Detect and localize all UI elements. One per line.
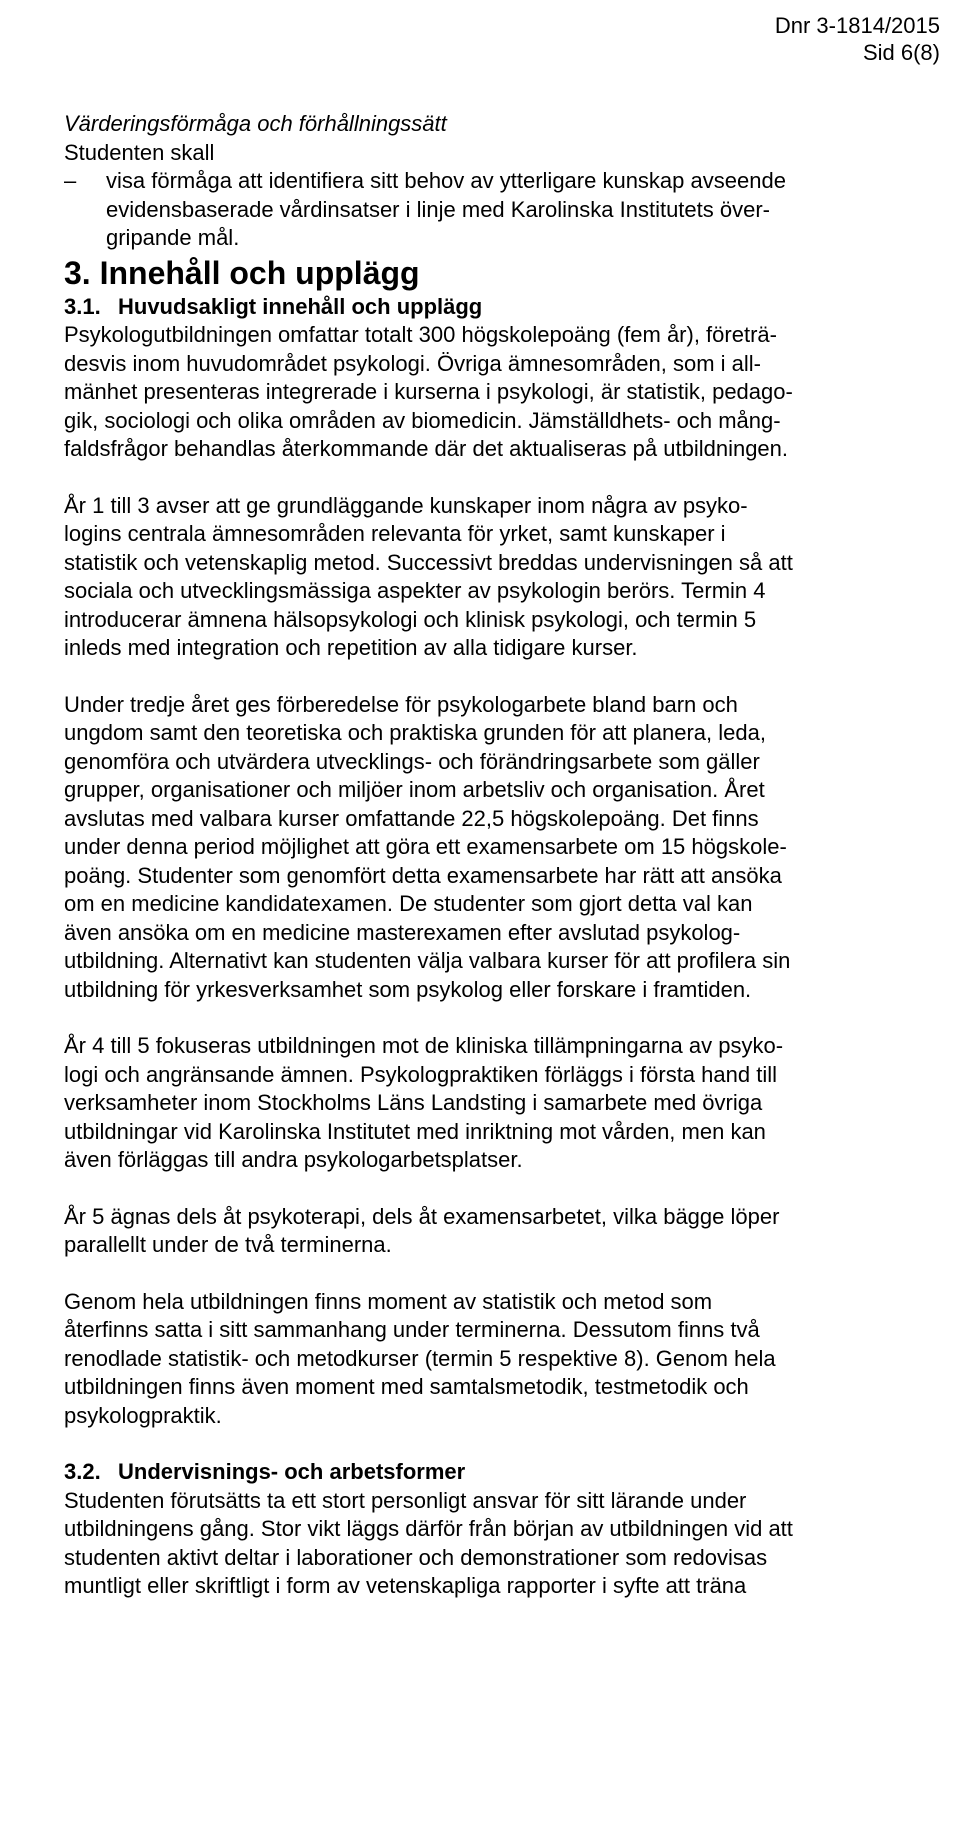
page-number: Sid 6(8) [862,40,940,65]
text-line: mänhet presenteras integrerade i kurserna i psykologi, är statistik, pedago- [64,379,793,404]
text-line: genomföra och utvärdera utvecklings- och förändringsarbete som gäller [64,748,760,774]
page-header [775,12,940,66]
text-line: om en medicine kandidatexamen. De studenter som gjort detta val kan [64,891,753,916]
paragraph-3 [64,691,944,1005]
text-line: under denna period möjlighet att göra ett examensarbete om 15 högskole- [64,834,787,859]
text-line: renodlade statistik- och metodkurser (termin 5 respektive 8). Genom hela [64,1345,776,1371]
text-line: utbildning. Alternativt kan studenten välja valbara kurser för att profilera sin [64,948,791,973]
text-line: År 4 till 5 fokuseras utbildningen mot de kliniska tillämpningarna av psyko- [64,1033,784,1058]
bullet-line: evidensbaserade vårdinsatser i linje med Karolinska Institutets över- [106,196,770,222]
text-line: faldsfrågor behandlas återkommande där det aktualiseras på utbildningen. [64,436,789,461]
paragraph-1 [64,321,944,464]
text-line: Under tredje året ges förberedelse för psykologarbete bland barn och [64,691,738,717]
values-heading: Värderingsförmåga och förhållningssätt [64,111,447,136]
text-line: psykologpraktik. [64,1402,222,1428]
document-number: Dnr 3-1814/2015 [774,13,940,38]
text-line: Studenten förutsätts ta ett stort personligt ansvar för sitt lärande under [64,1487,747,1513]
text-line: logins centrala ämnesområden relevanta för yrket, samt kunskaper i [64,521,726,546]
text-line: parallellt under de två terminerna. [64,1232,392,1257]
text-line: utbildning för yrkesverksamhet som psykolog eller forskare i framtiden. [64,976,752,1002]
text-line: avslutas med valbara kurser omfattande 22,5 högskolepoäng. Det finns [64,805,759,831]
paragraph-6 [64,1288,944,1431]
text-line: även förläggas till andra psykologarbetsplatser. [64,1147,523,1172]
paragraph-5 [64,1203,944,1260]
text-line: ungdom samt den teoretiska och praktiska grunden för att planera, leda, [64,720,766,745]
text-line: verksamheter inom Stockholms Läns Landsting i samarbete med övriga [64,1090,763,1115]
section-3-1-heading [64,293,944,322]
bullet-line: visa förmåga att identifiera sitt behov av ytterligare kunskap avseende [106,168,786,193]
section-3-2-heading [64,1458,944,1487]
text-line: sociala och utvecklingsmässiga aspekter av psykologin berörs. Termin 4 [64,578,766,603]
text-line: statistik och vetenskaplig metod. Successivt breddas undervisningen så att [64,549,793,575]
text-line: utbildningens gång. Stor vikt läggs därför från början av utbildningen vid att [64,1516,793,1541]
dash-bullet-icon: – [64,168,77,193]
document-body [64,110,944,1601]
text-line: logi och angränsande ämnen. Psykologpraktiken förläggs i första hand till [64,1061,777,1087]
values-intro: Studenten skall [64,139,215,165]
section-3-2-title: Undervisnings- och arbetsformer [118,1459,466,1484]
text-line: grupper, organisationer och miljöer inom arbetsliv och organisation. Året [64,777,765,802]
text-line: återfinns satta i sitt sammanhang under terminerna. Dessutom finns två [64,1317,760,1342]
text-line: studenten aktivt deltar i laborationer och demonstrationer som redovisas [64,1544,768,1570]
values-bullet [64,167,944,253]
text-line: Psykologutbildningen omfattar totalt 300 högskolepoäng (fem år), företrä- [64,322,777,347]
text-line: introducerar ämnena hälsopsykologi och klinisk psykologi, och termin 5 [64,606,757,632]
section-3-title: 3. Innehåll och upplägg [64,254,420,291]
text-line: utbildningar vid Karolinska Institutet med inriktning mot vården, men kan [64,1118,766,1144]
text-line: muntligt eller skriftligt i form av vetenskapliga rapporter i syfte att träna [64,1573,747,1598]
section-3-1-number: 3.1. [64,293,101,319]
text-line: inleds med integration och repetition av alla tidigare kurser. [64,635,638,660]
section-3-1-title: Huvudsakligt innehåll och upplägg [118,293,483,319]
text-line: även ansöka om en medicine masterexamen efter avslutad psykolog- [64,919,741,945]
paragraph-4 [64,1032,944,1175]
bullet-line: gripande mål. [106,225,240,250]
text-line: poäng. Studenter som genomfört detta examensarbete har rätt att ansöka [64,862,782,888]
text-line: År 1 till 3 avser att ge grundläggande kunskaper inom några av psyko- [64,492,748,518]
paragraph-2 [64,492,944,663]
text-line: Genom hela utbildningen finns moment av statistik och metod som [64,1288,713,1314]
text-line: År 5 ägnas dels åt psykoterapi, dels åt examensarbetet, vilka bägge löper [64,1203,780,1229]
text-line: utbildningen finns även moment med samtalsmetodik, testmetodik och [64,1374,749,1399]
text-line: desvis inom huvudområdet psykologi. Övriga ämnesområden, som i all- [64,350,761,376]
section-3-2-number: 3.2. [64,1459,101,1484]
text-line: gik, sociologi och olika områden av biomedicin. Jämställdhets- och mång- [64,407,781,433]
paragraph-3-2 [64,1487,944,1601]
